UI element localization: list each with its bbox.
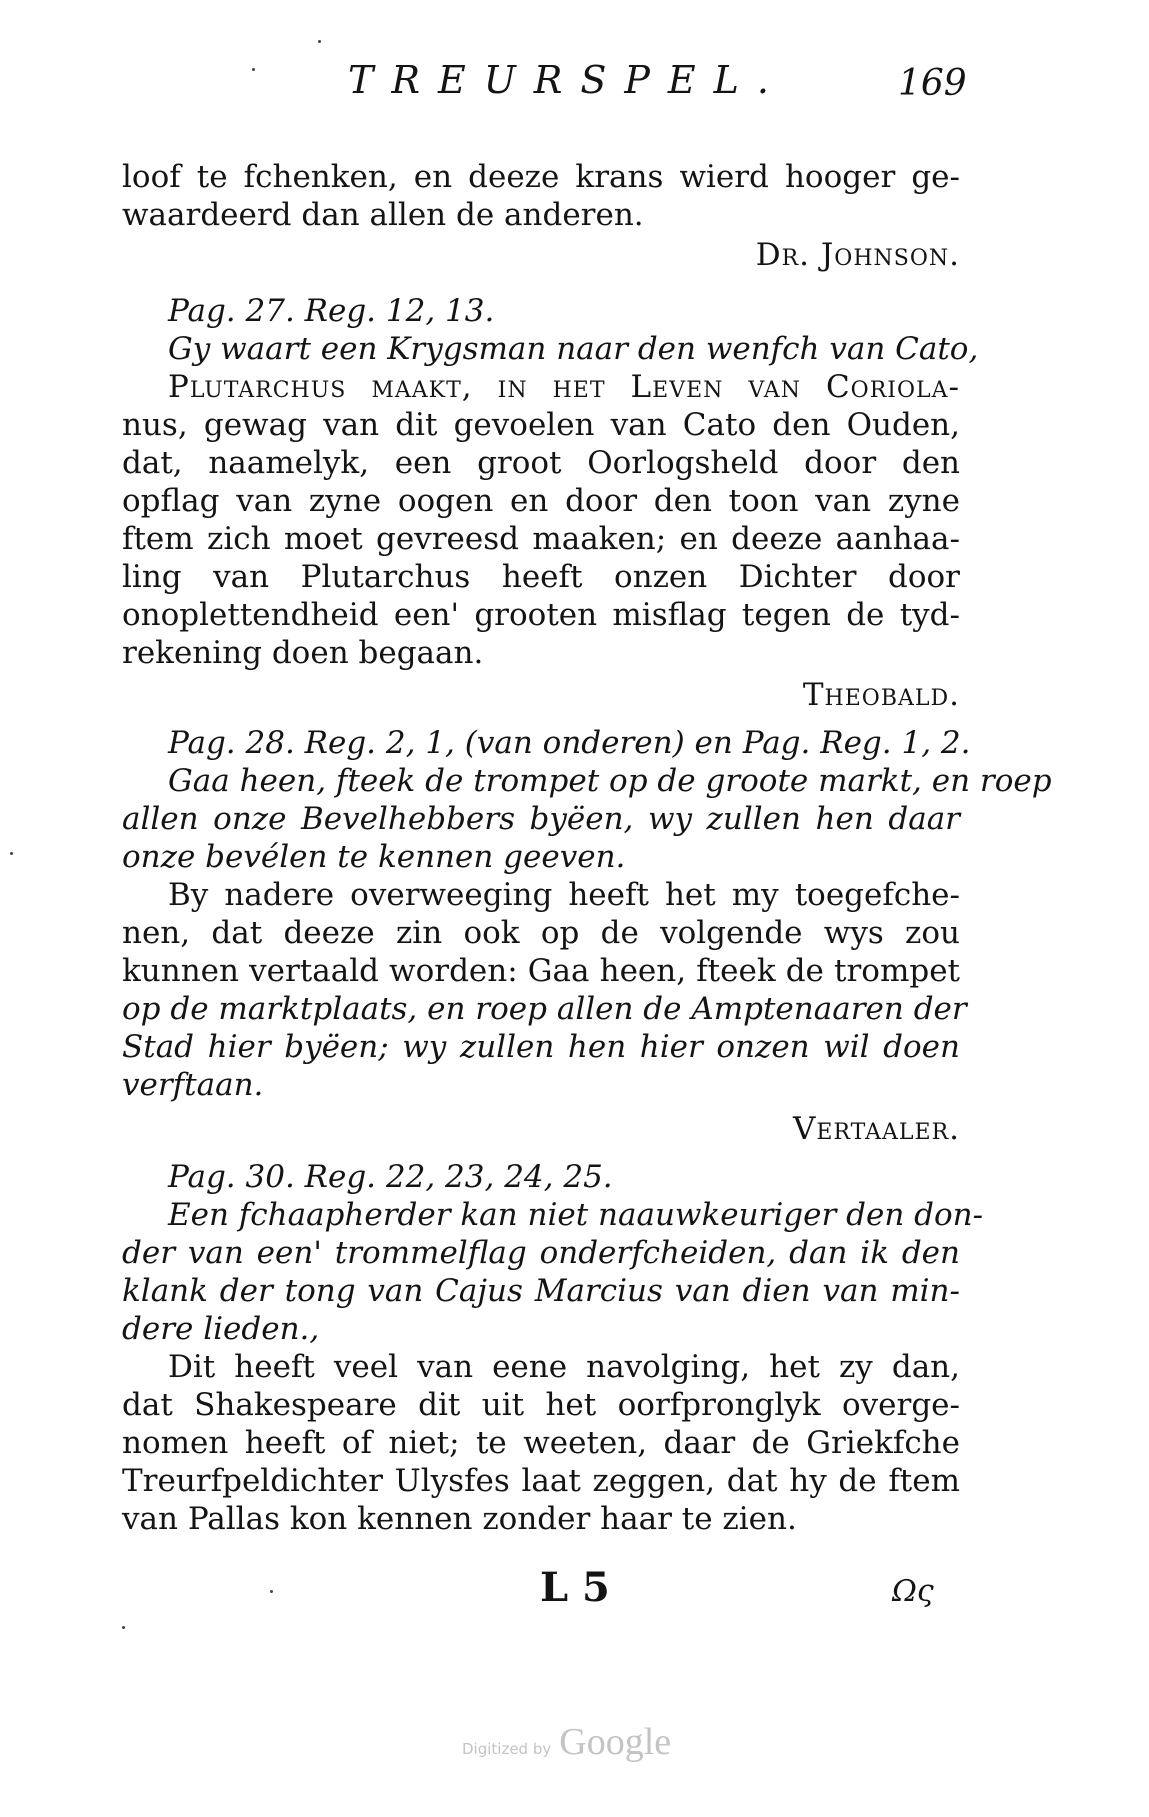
print-speck	[122, 1626, 125, 1629]
text-line: Een fchaapherder kan niet naauwkeuriger den don-	[168, 1197, 984, 1233]
text-line: allen onze Bevelhebbers byëen, wy zullen hen daar	[122, 801, 960, 837]
text-line: der van een' trommelflag onderfcheiden, dan ik den	[122, 1235, 960, 1271]
text-line: dere lieden.,	[122, 1311, 320, 1347]
text-line: Gaa heen, fteek de trompet op de groote markt, en roep	[168, 763, 1052, 799]
watermark-small-text: Digitized by	[462, 1740, 552, 1758]
text-line: opflag van zyne oogen en door den toon van zyne	[122, 483, 960, 519]
text-line: Plutarchus maakt, in het Leven van Coriola-	[168, 369, 960, 405]
google-logo: Google	[559, 1721, 672, 1763]
text-line: dat, naamelyk, een groot Oorlogsheld door den	[122, 445, 960, 481]
text-line: Theobald.	[802, 677, 960, 713]
text-line: kunnen vertaald worden: Gaa heen, fteek de trompet	[122, 953, 960, 989]
print-speck	[318, 40, 321, 43]
text-line: Treurfpeldichter Ulysfes laat zeggen, dat hy de ftem	[122, 1463, 960, 1499]
text-line: Dit heeft veel van eene navolging, het zy dan,	[168, 1349, 960, 1385]
text-line: Vertaaler.	[793, 1111, 960, 1147]
text-line: Pag. 28. Reg. 2, 1, (van onderen) en Pag. Reg. 1, 2.	[168, 725, 971, 761]
text-line: nus, gewag van dit gevoelen van Cato den Ouden,	[122, 407, 960, 443]
text-line: By nadere overweeging heeft het my toegefche-	[168, 877, 960, 913]
print-speck	[252, 68, 255, 71]
text-line: Gy waart een Krygsman naar den wenfch van Cato,	[168, 331, 979, 367]
text-line: waardeerd dan allen de anderen.	[122, 197, 644, 233]
text-line: onze bevélen te kennen geeven.	[122, 839, 626, 875]
text-line: Pag. 27. Reg. 12, 13.	[168, 293, 495, 329]
text-line: ftem zich moet gevreesd maaken; en deeze aanhaa-	[122, 521, 960, 557]
print-speck	[10, 852, 13, 855]
text-line: Stad hier byëen; wy zullen hen hier onzen wil doen	[122, 1029, 960, 1065]
text-line: rekening doen begaan.	[122, 635, 484, 671]
text-line: dat Shakespeare dit uit het oorfpronglyk overge-	[122, 1387, 960, 1423]
text-line: verftaan.	[122, 1067, 264, 1103]
page-number: 169	[898, 63, 967, 104]
text-line: Dr. Johnson.	[755, 237, 960, 273]
text-line: klank der tong van Cajus Marcius van dien van min-	[122, 1273, 960, 1309]
catchword: Ως	[892, 1574, 934, 1609]
text-line: nomen heeft of niet; te weeten, daar de Griekfche	[122, 1425, 960, 1461]
signature-mark: L 5	[540, 1564, 610, 1611]
digitized-watermark	[462, 1720, 671, 1770]
text-line: onoplettendheid een' grooten misflag tegen de tyd-	[122, 597, 960, 633]
print-speck	[270, 1590, 273, 1593]
text-line: van Pallas kon kennen zonder haar te zien.	[122, 1501, 797, 1537]
text-line: loof te fchenken, en deeze krans wierd hooger ge-	[122, 159, 960, 195]
text-line: Pag. 30. Reg. 22, 23, 24, 25.	[168, 1159, 613, 1195]
text-line: ling van Plutarchus heeft onzen Dichter door	[122, 559, 960, 595]
text-line: op de marktplaats, en roep allen de Amptenaaren der	[122, 991, 967, 1027]
running-title: TREURSPEL.	[348, 58, 787, 102]
text-line: nen, dat deeze zin ook op de volgende wys zou	[122, 915, 960, 951]
